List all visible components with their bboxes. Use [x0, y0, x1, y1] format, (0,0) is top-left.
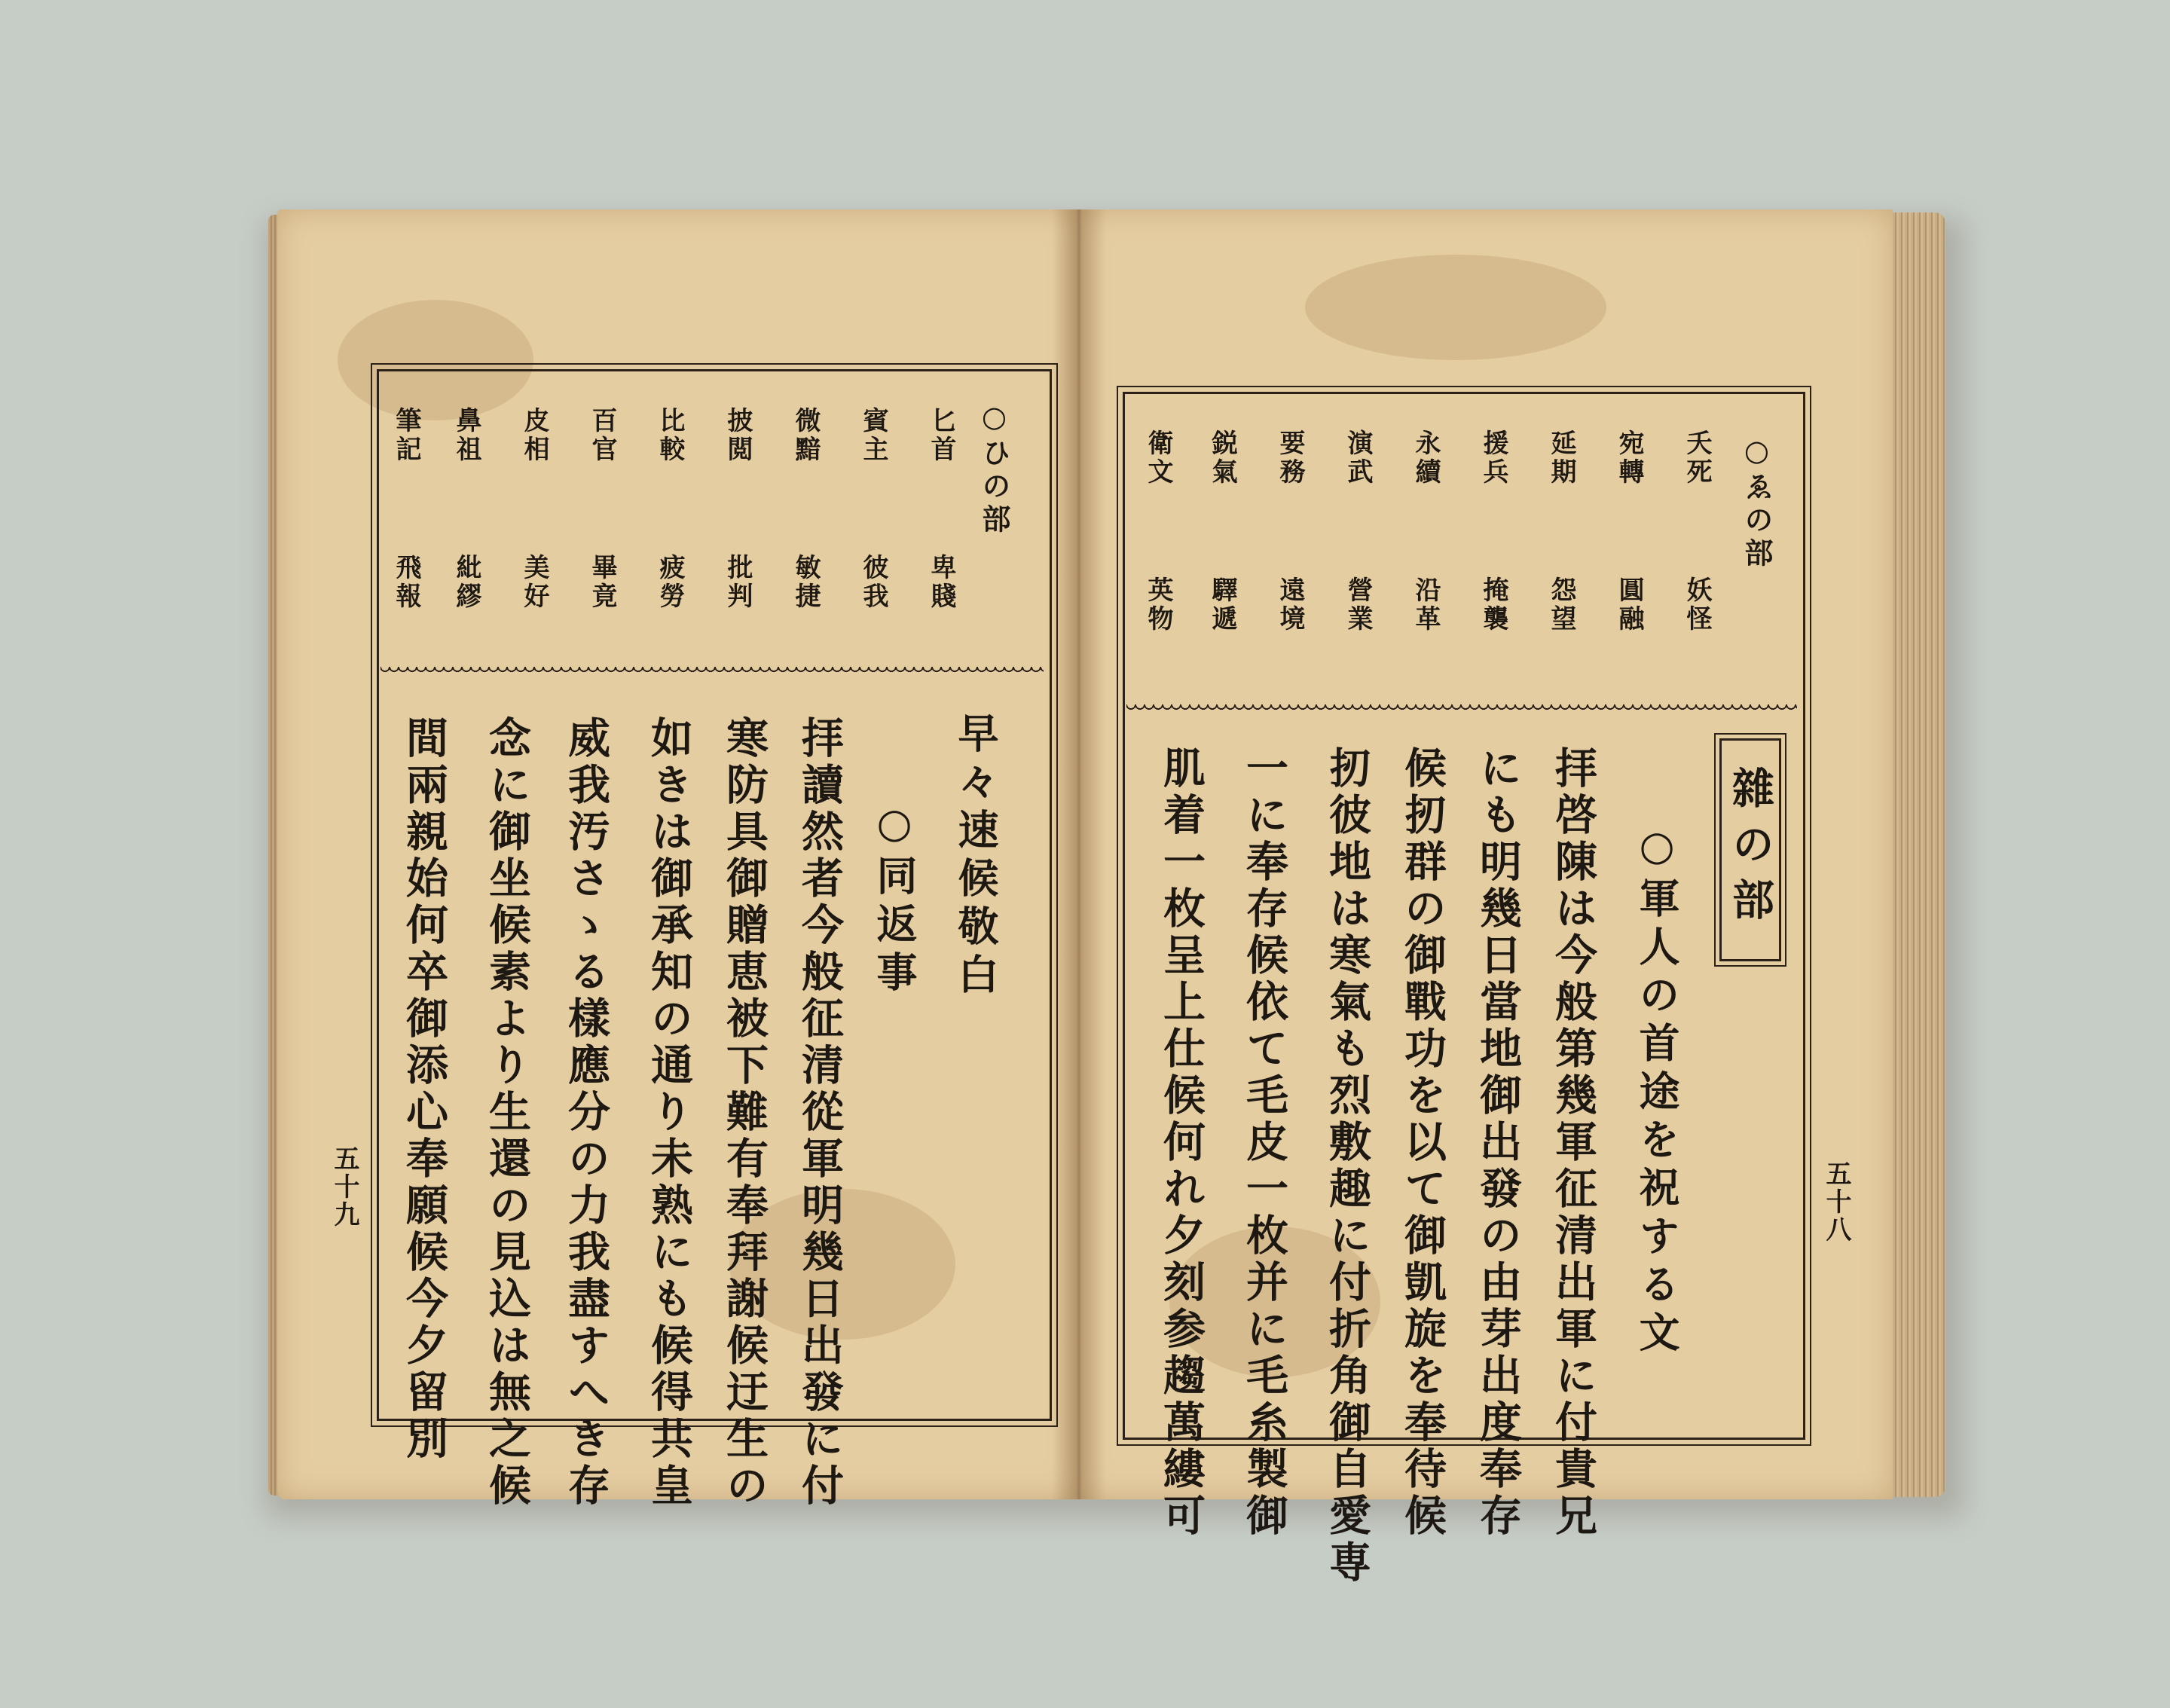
body-line: にも明幾日當地御出發の由芽出度奉存 — [1473, 746, 1523, 1540]
glossary-entry: 圓融 — [1614, 576, 1644, 634]
section-title-box — [1719, 738, 1781, 961]
glossary-entry: 畢竟 — [587, 554, 617, 611]
glossary-entry: 英物 — [1143, 576, 1173, 634]
right-glossary-heading: ○ゑの部 — [1740, 433, 1774, 571]
glossary-entry: 百官 — [587, 407, 617, 464]
glossary-entry: 鋭氣 — [1207, 429, 1237, 487]
body-line: 間兩親始何卒御添心奉願候今夕留別 — [399, 716, 449, 1463]
glossary-entry: 飛報 — [391, 554, 421, 611]
glossary-entry: 披閲 — [723, 407, 753, 464]
right-glossary-divider — [1126, 704, 1797, 715]
glossary-entry: 比較 — [655, 407, 685, 464]
glossary-entry: 卑賤 — [926, 554, 956, 611]
glossary-entry: 彼我 — [858, 554, 888, 611]
body-line: 一に奉存候依て毛皮一枚并に毛糸製御 — [1239, 746, 1289, 1540]
body-line: 念に御坐候素より生還の見込は無之候 — [482, 716, 532, 1510]
left-page-frame — [377, 369, 1052, 1421]
glossary-entry: 疲勞 — [655, 554, 685, 611]
glossary-entry: 演武 — [1343, 429, 1373, 487]
right-page-frame — [1123, 392, 1805, 1440]
glossary-entry: 微黯 — [790, 407, 821, 464]
glossary-entry: 批判 — [723, 554, 753, 611]
glossary-entry: 沿革 — [1410, 576, 1441, 634]
left-letter-closing: 早々速候敬白 — [952, 712, 1000, 1001]
glossary-entry: 匕首 — [926, 407, 956, 464]
body-line: 肌着一枚呈上仕候何れ夕刻参趨萬縷可 — [1157, 746, 1206, 1540]
body-line: 候扨群の御戰功を以て御凱旋を奉待候 — [1398, 746, 1447, 1540]
section-title: 雜の部 — [1725, 766, 1775, 933]
body-line: 寒防具御贈恵被下難有奉拜謝候迂生の — [720, 716, 769, 1510]
glossary-entry: 要務 — [1275, 429, 1305, 487]
body-line: 扨彼地は寒氣も烈敷趣に付折角御自愛専 — [1322, 746, 1372, 1587]
left-letter-title: ○同返事 — [870, 799, 918, 999]
glossary-entry: 怨望 — [1546, 576, 1576, 634]
body-line: 威我汚さゝる樣應分の力我盡すへき存 — [561, 716, 611, 1510]
left-glossary-heading: ○ひの部 — [977, 399, 1011, 537]
right-page-number: 五十八 — [1821, 1160, 1851, 1244]
right-page-edges — [1893, 212, 1945, 1497]
glossary-entry: 延期 — [1546, 429, 1576, 487]
glossary-entry: 美好 — [519, 554, 549, 611]
glossary-entry: 遠境 — [1275, 576, 1305, 634]
right-letter-title: ○軍人の首途を祝する文 — [1633, 821, 1681, 1359]
glossary-entry: 筆記 — [391, 407, 421, 464]
body-line: 拝啓陳は今般第幾軍征清出軍に付貴兄 — [1548, 746, 1598, 1540]
glossary-entry: 掩襲 — [1478, 576, 1508, 634]
glossary-entry: 鼻祖 — [451, 407, 481, 464]
book-gutter — [1052, 209, 1106, 1499]
glossary-entry: 援兵 — [1478, 429, 1508, 487]
glossary-entry: 驛遞 — [1207, 576, 1237, 634]
glossary-entry: 營業 — [1343, 576, 1373, 634]
glossary-entry: 妖怪 — [1682, 576, 1712, 634]
glossary-entry: 永續 — [1410, 429, 1441, 487]
glossary-entry: 宛轉 — [1614, 429, 1644, 487]
glossary-entry: 衛文 — [1143, 429, 1173, 487]
glossary-entry: 皮相 — [519, 407, 549, 464]
left-page-number: 五十九 — [329, 1145, 359, 1229]
left-glossary-divider — [381, 667, 1044, 677]
glossary-entry: 敏捷 — [790, 554, 821, 611]
glossary-entry: 賓主 — [858, 407, 888, 464]
body-line: 如きは御承知の通り未熟にも候得共皇 — [644, 716, 694, 1510]
body-line: 拝讀然者今般征清從軍明幾日出發に付 — [795, 716, 845, 1510]
glossary-entry: 夭死 — [1682, 429, 1712, 487]
glossary-entry: 紕繆 — [451, 554, 481, 611]
